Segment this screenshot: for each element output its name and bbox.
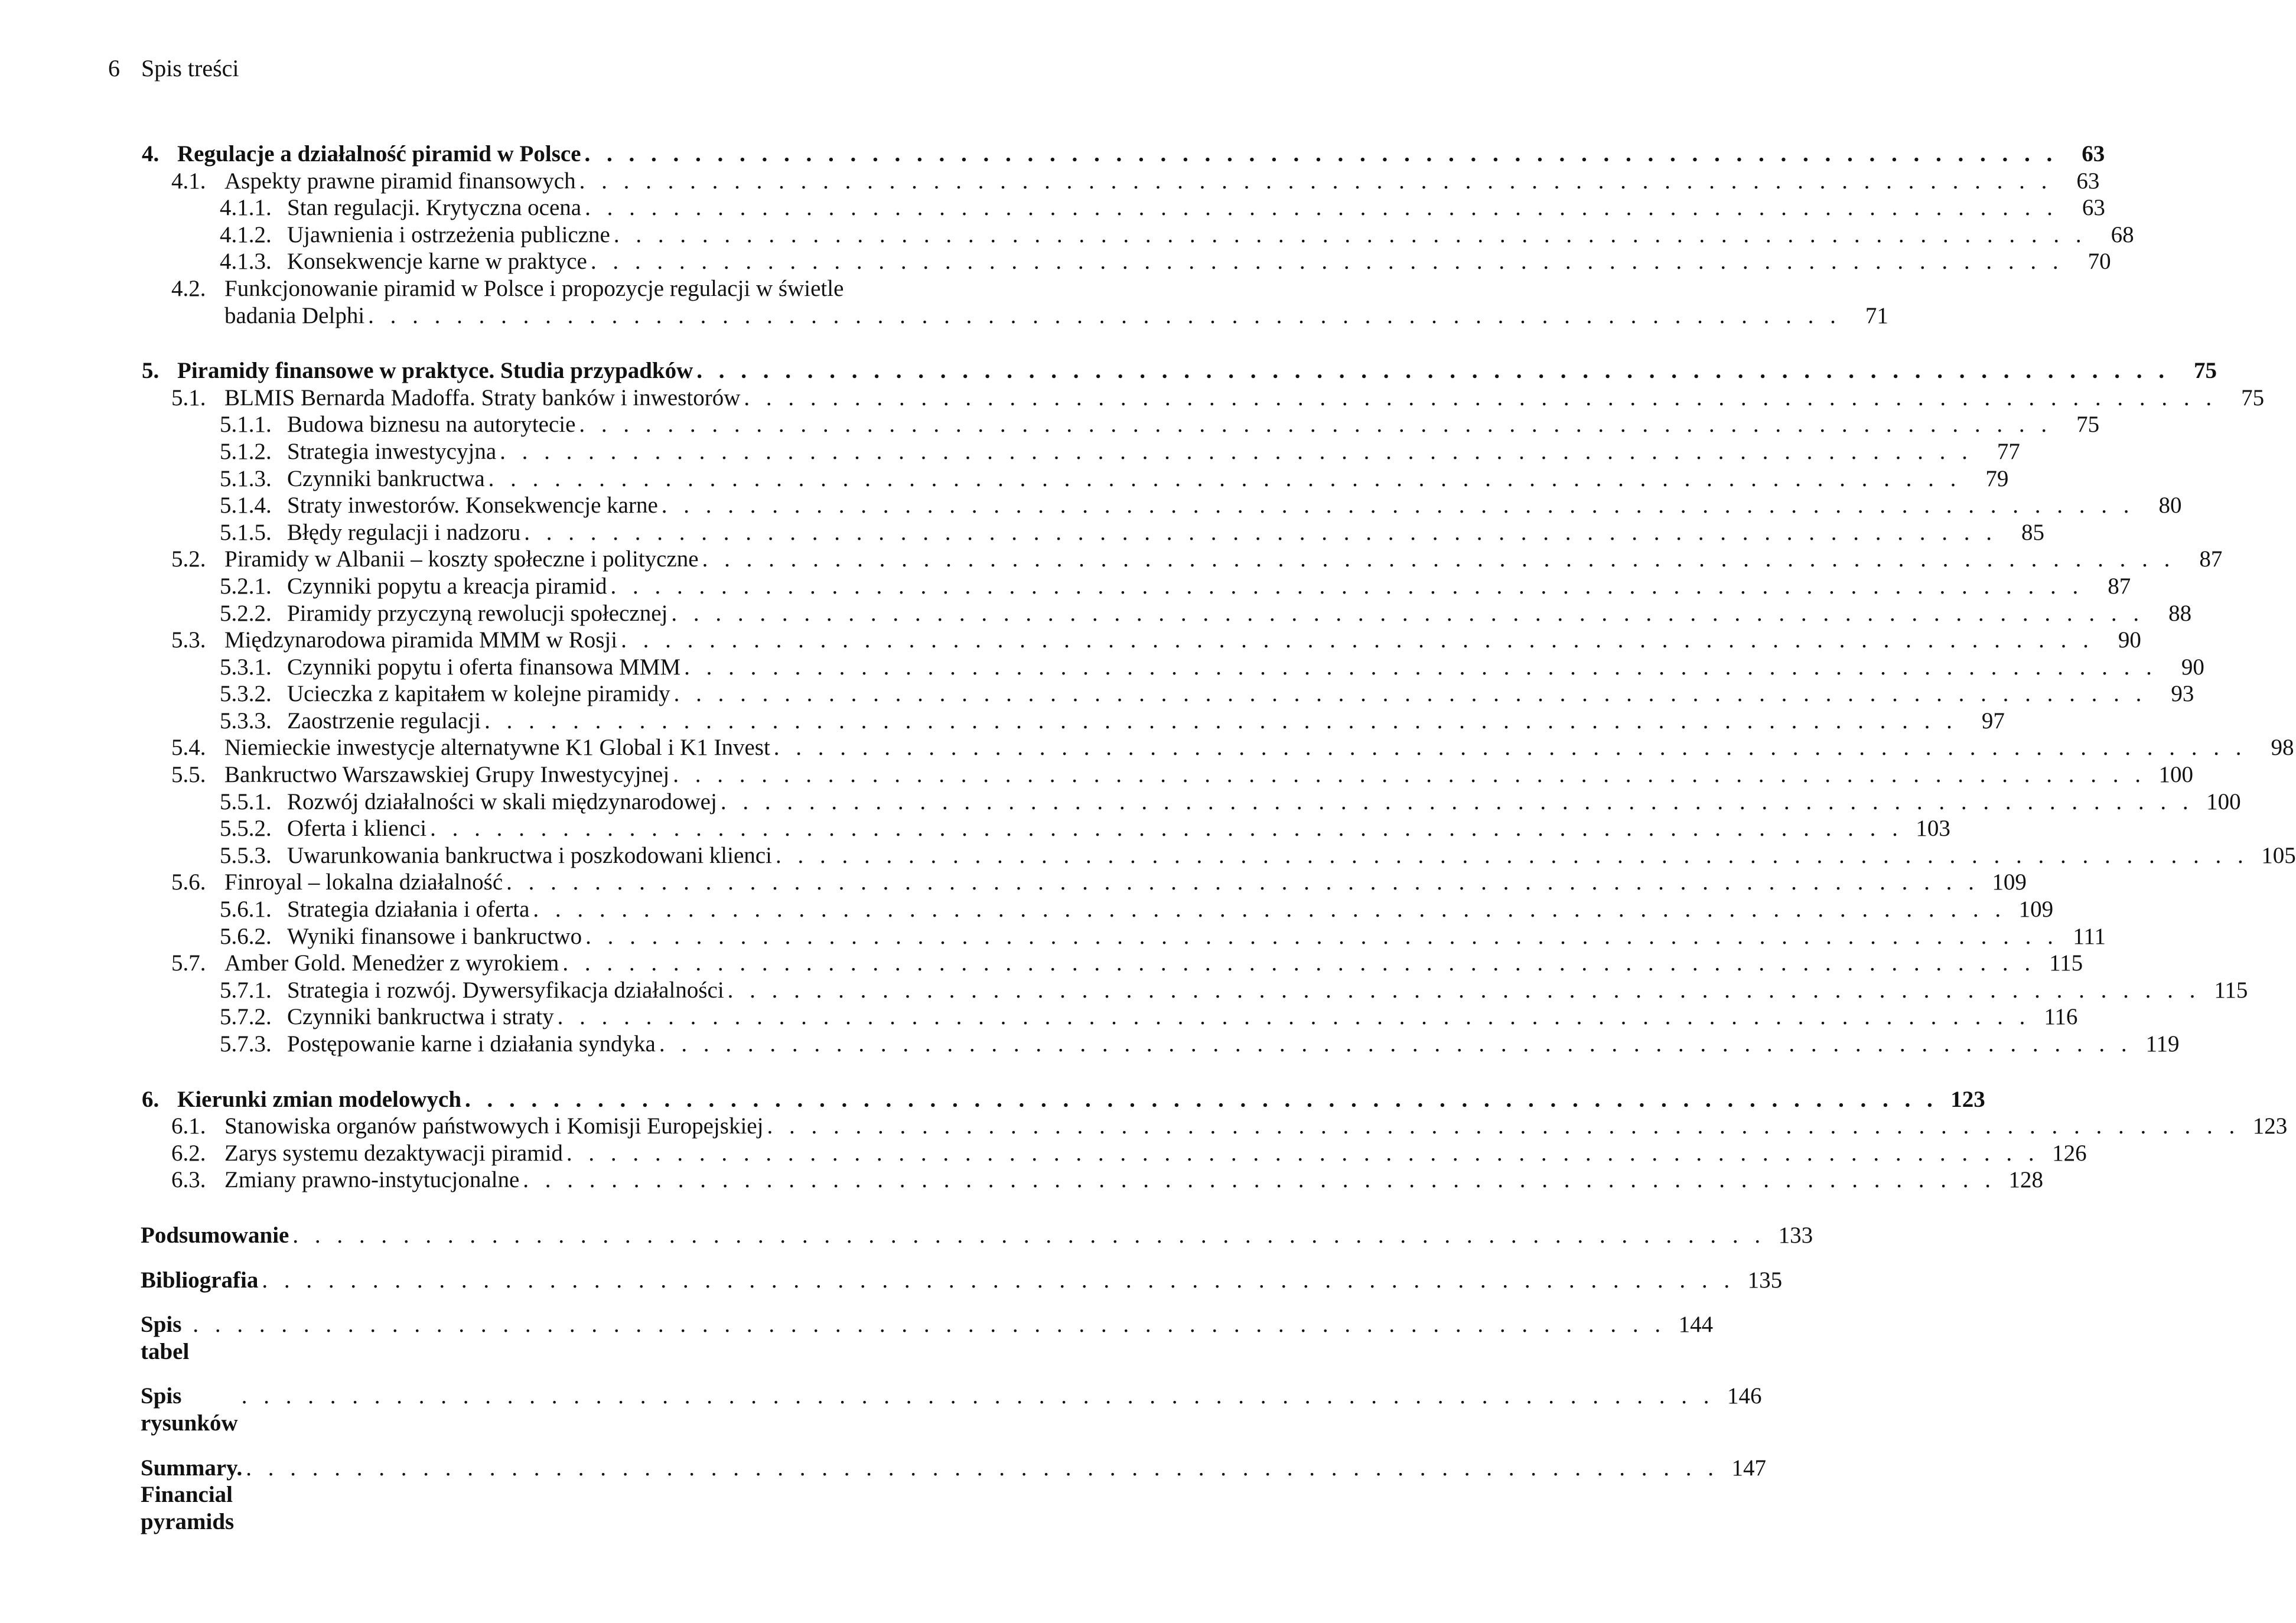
extra-spacer	[142, 1293, 992, 1311]
entry-page: 75	[2241, 384, 2265, 410]
entry-page: 75	[2076, 412, 2100, 438]
table-of-contents	[141, 141, 2296, 1535]
entry-title: Konsekwencje karne w praktyce	[287, 249, 587, 275]
entry-number: 5.3.3.	[220, 708, 272, 734]
entry-title: Czynniki bankructwa	[287, 465, 485, 491]
entry-number: 5.1.1.	[220, 412, 272, 438]
entry-title: Rozwój działalności w skali międzynarodowej	[287, 788, 717, 814]
entry-number: 5.1.3.	[220, 465, 272, 491]
entry-page: 105	[2261, 842, 2296, 868]
entry-title: Summary. Financial pyramids	[141, 1455, 243, 1534]
toc-section[interactable]	[142, 1113, 2288, 1140]
entry-title: Strategia działania i oferta	[287, 897, 530, 923]
dot-leader: . . . . . . . . . . . . . . . . . . . . . . . . . . . . . . . . . . . . . . . . . . . . . . . . . . . . . . . . . . . . . . . . . . .	[671, 600, 2145, 626]
entry-page: 87	[2199, 546, 2223, 572]
entry-page: 87	[2108, 573, 2131, 599]
entry-page: 109	[2018, 897, 2054, 923]
entry-title: Międzynarodowa piramida MMM w Rosji	[224, 627, 618, 653]
toc-chapter[interactable]	[142, 141, 2105, 168]
entry-number: 5.2.1.	[220, 573, 272, 599]
dot-leader: . . . . . . . . . . . . . . . . . . . . . . . . . . . . . . . . . . . . . . . . . . . . . . . . . . . . . . . . . . . . . . . . . . .	[465, 1086, 1938, 1112]
dot-leader: . . . . . . . . . . . . . . . . . . . . . . . . . . . . . . . . . . . . . . . . . . . . . . . . . . . . . . . . . . . . . . . . . . .	[500, 438, 1973, 464]
entry-number: 5.5.	[171, 762, 206, 788]
dot-leader: . . . . . . . . . . . . . . . . . . . . . . . . . . . . . . . . . . . . . . . . . . . . . . . . . . . . . . . . . . . . . . . . . . .	[506, 869, 1979, 895]
dot-leader: . . . . . . . . . . . . . . . . . . . . . . . . . . . . . . . . . . . . . . . . . . . . . . . . . . . . . . . . . . . . . . . . . . .	[621, 627, 2094, 653]
toc-section[interactable]	[142, 734, 2294, 761]
entry-number: 5.7.	[171, 950, 206, 976]
entry-number: 5.7.2.	[220, 1004, 272, 1030]
dot-leader: . . . . . . . . . . . . . . . . . . . . . . . . . . . . . . . . . . . . . . . . . . . . . . . . . . . . . . . . . . . . . . . . . . .	[661, 493, 2135, 519]
entry-page: 123	[2252, 1113, 2288, 1139]
dot-leader: . . . . . . . . . . . . . . . . . . . . . . . . . . . . . . . . . . . . . . . . . . . . . . . . . . . . . . . . . . . . . . . . . . .	[613, 221, 2087, 247]
entry-title: Strategia i rozwój. Dywersyfikacja działalności	[287, 977, 724, 1003]
entry-title: Finroyal – lokalna działalność	[224, 869, 503, 895]
dot-leader: . . . . . . . . . . . . . . . . . . . . . . . . . . . . . . . . . . . . . . . . . . . . . . . . . . . . . . . . . . . . . . . . . . .	[744, 384, 2217, 410]
toc-subsection[interactable]	[142, 788, 2241, 816]
entry-title: Zarys systemu dezaktywacji piramid	[224, 1140, 563, 1166]
dot-leader: . . . . . . . . . . . . . . . . . . . . . . . . . . . . . . . . . . . . . . . . . . . . . . . . . . . . . . . . . . . . . . . . . . .	[566, 1140, 2040, 1166]
entry-title: Piramidy finansowe w praktyce. Studia przypadków	[177, 358, 693, 384]
extra-spacer	[142, 1194, 992, 1222]
entry-page: 109	[1992, 869, 2027, 895]
dot-leader: . . . . . . . . . . . . . . . . . . . . . . . . . . . . . . . . . . . . . . . . . . . . . . . . . . . . . . . . . . . . . . . . . . .	[484, 708, 1958, 734]
extra-spacer	[142, 1437, 992, 1455]
entry-page: 90	[2118, 627, 2141, 653]
dot-leader: . . . . . . . . . . . . . . . . . . . . . . . . . . . . . . . . . . . . . . . . . . . . . . . . . . . . . . . . . . . . . . . . . . .	[579, 412, 2053, 438]
entry-number: 5.7.3.	[220, 1031, 272, 1057]
header-page-number: 6	[108, 55, 120, 82]
toc-chapter[interactable]	[142, 1086, 1985, 1113]
dot-leader: . . . . . . . . . . . . . . . . . . . . . . . . . . . . . . . . . . . . . . . . . . . . . . . . . . . . . . . . . . . . . . . . . . .	[673, 681, 2147, 707]
entry-number: 4.1.3.	[220, 249, 272, 275]
entry-number: 4.1.	[171, 168, 206, 194]
entry-number: 5.6.1.	[220, 897, 272, 923]
entry-title: Czynniki popytu i oferta finansowa MMM	[287, 654, 681, 680]
header-title: Spis treści	[141, 55, 239, 82]
dot-leader: . . . . . . . . . . . . . . . . . . . . . . . . . . . . . . . . . . . . . . . . . . . . . . . . . . . . . . . . . . . . . . . . . . .	[262, 1267, 1735, 1293]
toc-section-continuation[interactable]	[142, 302, 1888, 330]
dot-leader: . . . . . . . . . . . . . . . . . . . . . . . . . . . . . . . . . . . . . . . . . . . . . . . . . . . . . . . . . . . . . . . . . . .	[684, 654, 2157, 680]
chapter-spacer	[142, 1058, 992, 1086]
dot-leader: . . . . . . . . . . . . . . . . . . . . . . . . . . . . . . . . . . . . . . . . . . . . . . . . . . . . . . . . . . . . . . . . . . .	[562, 950, 2036, 976]
entry-page: 100	[2206, 788, 2241, 814]
entry-title: Piramidy przyczyną rewolucji społecznej	[287, 600, 668, 626]
entry-title: Kierunki zmian modelowych	[177, 1086, 462, 1112]
entry-number: 5.2.2.	[220, 600, 272, 626]
entry-page: 75	[2193, 358, 2217, 384]
toc-extra-entry[interactable]	[141, 1267, 1783, 1294]
dot-leader: . . . . . . . . . . . . . . . . . . . . . . . . . . . . . . . . . . . . . . . . . . . . . . . . . . . . . . . . . . . . . . . . . . .	[533, 897, 2007, 923]
dot-leader: . . . . . . . . . . . . . . . . . . . . . . . . . . . . . . . . . . . . . . . . . . . . . . . . . . . . . . . . . . . . . . . . . . .	[585, 195, 2058, 221]
dot-leader: . . . . . . . . . . . . . . . . . . . . . . . . . . . . . . . . . . . . . . . . . . . . . . . . . . . . . . . . . . . . . . . . . . .	[720, 788, 2194, 814]
entry-number: 5.1.5.	[220, 519, 272, 545]
entry-page: 63	[2076, 168, 2100, 194]
toc-section[interactable]	[142, 275, 992, 302]
dot-leader: . . . . . . . . . . . . . . . . . . . . . . . . . . . . . . . . . . . . . . . . . . . . . . . . . . . . . . . . . . . . . . . . . . .	[430, 816, 1903, 842]
entry-title: Stanowiska organów państwowych i Komisji Europejskiej	[224, 1113, 764, 1139]
entry-page: 79	[1985, 465, 2009, 491]
toc-section[interactable]	[142, 869, 2027, 896]
entry-title: Spis rysunków	[141, 1383, 238, 1436]
toc-subsection[interactable]	[142, 1003, 2078, 1031]
toc-subsection[interactable]	[142, 411, 2100, 438]
entry-page: 70	[2087, 249, 2111, 275]
toc-subsection[interactable]	[142, 573, 2131, 600]
entry-number: 5.6.2.	[220, 923, 272, 949]
dot-leader: . . . . . . . . . . . . . . . . . . . . . . . . . . . . . . . . . . . . . . . . . . . . . . . . . . . . . . . . . . . . . . . . . . .	[590, 249, 2064, 275]
entry-number: 5.5.2.	[220, 816, 272, 842]
entry-number: 6.1.	[171, 1113, 206, 1139]
toc-section[interactable]	[142, 1166, 2044, 1194]
entry-page: 88	[2168, 600, 2192, 626]
entry-title: Zmiany prawno-instytucjonalne	[224, 1167, 520, 1193]
dot-leader: . . . . . . . . . . . . . . . . . . . . . . . . . . . . . . . . . . . . . . . . . . . . . . . . . . . . . . . . . . . . . . . . . . .	[488, 465, 1962, 491]
entry-number: 4.1.1.	[220, 195, 272, 221]
entry-number: 5.5.1.	[220, 788, 272, 814]
extra-spacer	[142, 1365, 992, 1383]
entry-page: 111	[2073, 923, 2106, 949]
entry-page: 115	[2214, 977, 2248, 1003]
entry-number: 5.1.2.	[220, 438, 272, 464]
toc-subsection[interactable]	[142, 923, 2106, 950]
entry-title: Bibliografia	[141, 1267, 259, 1293]
entry-title: Budowa biznesu na autorytecie	[287, 412, 576, 438]
entry-title: Uwarunkowania bankructwa i poszkodowani klienci	[287, 842, 772, 868]
entry-title: Strategia inwestycyjna	[287, 438, 497, 464]
entry-page: 116	[2044, 1004, 2078, 1030]
toc-extra-entry[interactable]	[141, 1311, 1714, 1365]
entry-title: Wyniki finansowe i bankructwo	[287, 923, 582, 949]
entry-page: 77	[1997, 438, 2020, 464]
entry-number: 5.2.	[171, 546, 206, 572]
dot-leader: . . . . . . . . . . . . . . . . . . . . . . . . . . . . . . . . . . . . . . . . . . . . . . . . . . . . . . . . . . . . . . . . . . .	[585, 923, 2059, 949]
entry-title: Stan regulacji. Krytyczna ocena	[287, 195, 582, 221]
dot-leader: . . . . . . . . . . . . . . . . . . . . . . . . . . . . . . . . . . . . . . . . . . . . . . . . . . . . . . . . . . . . . . . . . . .	[610, 573, 2084, 599]
entry-title: Zaostrzenie regulacji	[287, 708, 481, 734]
toc-section[interactable]	[142, 168, 2100, 195]
toc-section[interactable]	[142, 950, 2083, 977]
entry-title: Ujawnienia i ostrzeżenia publiczne	[287, 221, 610, 247]
entry-page: 123	[1950, 1086, 1985, 1112]
dot-leader: . . . . . . . . . . . . . . . . . . . . . . . . . . . . . . . . . . . . . . . . . . . . . . . . . . . . . . . . . . . . . . . . . . .	[727, 977, 2201, 1003]
toc-chapter[interactable]	[142, 357, 2217, 384]
toc-subsection[interactable]	[142, 492, 2182, 519]
entry-title: Oferta i klienci	[287, 816, 427, 842]
entry-title: Czynniki bankructwa i straty	[287, 1004, 554, 1030]
entry-page: 128	[2008, 1167, 2044, 1193]
dot-leader: . . . . . . . . . . . . . . . . . . . . . . . . . . . . . . . . . . . . . . . . . . . . . . . . . . . . . . . . . . . . . . . . . . .	[773, 735, 2247, 761]
toc-subsection[interactable]	[142, 842, 2296, 869]
toc-subsection[interactable]	[142, 221, 2134, 249]
dot-leader: . . . . . . . . . . . . . . . . . . . . . . . . . . . . . . . . . . . . . . . . . . . . . . . . . . . . . . . . . . . . . . . . . . .	[193, 1312, 1666, 1338]
entry-number: 6.3.	[171, 1167, 206, 1193]
entry-number: 5.5.3.	[220, 842, 272, 868]
dot-leader: . . . . . . . . . . . . . . . . . . . . . . . . . . . . . . . . . . . . . . . . . . . . . . . . . . . . . . . . . . . . . . . . . . .	[702, 546, 2175, 572]
dot-leader: . . . . . . . . . . . . . . . . . . . . . . . . . . . . . . . . . . . . . . . . . . . . . . . . . . . . . . . . . . . . . . . . . . .	[767, 1113, 2240, 1139]
toc-extra-entry[interactable]	[141, 1455, 1767, 1536]
entry-number: 5.3.	[171, 627, 206, 653]
toc-subsection[interactable]	[142, 896, 2054, 923]
entry-title: Aspekty prawne piramid finansowych	[224, 168, 576, 194]
entry-number: 5.3.1.	[220, 654, 272, 680]
entry-number: 5.3.2.	[220, 681, 272, 707]
entry-title: Niemieckie inwestycje alternatywne K1 Global i K1 Invest	[224, 735, 770, 761]
entry-number: 6.	[142, 1086, 159, 1112]
entry-page: 71	[1865, 302, 1888, 328]
entry-page: 126	[2052, 1140, 2087, 1166]
toc-section[interactable]	[142, 546, 2223, 573]
toc-extra-entry[interactable]	[141, 1222, 1813, 1249]
toc-subsection[interactable]	[142, 1031, 2180, 1058]
entry-page: 100	[2158, 762, 2193, 788]
entry-title: BLMIS Bernarda Madoffa. Straty banków i inwestorów	[224, 384, 741, 410]
entry-number: 4.	[142, 141, 159, 167]
entry-title-continued: badania Delphi	[224, 302, 365, 328]
dot-leader: . . . . . . . . . . . . . . . . . . . . . . . . . . . . . . . . . . . . . . . . . . . . . . . . . . . . . . . . . . . . . . . . . . .	[241, 1383, 1715, 1409]
entry-number: 5.1.4.	[220, 493, 272, 519]
entry-page: 97	[1981, 708, 2005, 734]
toc-subsection[interactable]	[142, 680, 2194, 708]
entry-page: 93	[2171, 681, 2194, 707]
entry-title: Ucieczka z kapitałem w kolejne piramidy	[287, 681, 670, 707]
toc-subsection[interactable]	[142, 977, 2248, 1004]
entry-page: 63	[2082, 141, 2105, 167]
toc-section[interactable]	[142, 384, 2265, 412]
dot-leader: . . . . . . . . . . . . . . . . . . . . . . . . . . . . . . . . . . . . . . . . . . . . . . . . . . . . . . . . . . . . . . . . . . .	[557, 1004, 2031, 1030]
entry-title: Amber Gold. Menedżer z wyrokiem	[224, 950, 559, 976]
toc-subsection[interactable]	[142, 519, 2045, 546]
entry-page: 146	[1727, 1383, 1762, 1409]
toc-subsection[interactable]	[142, 600, 2192, 627]
toc-extra-entry[interactable]	[141, 1383, 1762, 1436]
entry-page: 119	[2145, 1031, 2180, 1057]
entry-title: Straty inwestorów. Konsekwencje karne	[287, 493, 658, 519]
entry-page: 135	[1747, 1267, 1783, 1293]
entry-title: Bankructwo Warszawskiej Grupy Inwestycyjnej	[224, 762, 670, 788]
entry-number: 4.2.	[171, 275, 206, 301]
dot-leader: . . . . . . . . . . . . . . . . . . . . . . . . . . . . . . . . . . . . . . . . . . . . . . . . . . . . . . . . . . . . . . . . . . .	[292, 1222, 1766, 1248]
entry-title: Piramidy w Albanii – koszty społeczne i polityczne	[224, 546, 699, 572]
toc-subsection[interactable]	[142, 194, 2105, 221]
toc-subsection[interactable]	[142, 708, 2005, 735]
chapter-spacer	[142, 329, 992, 357]
dot-leader: . . . . . . . . . . . . . . . . . . . . . . . . . . . . . . . . . . . . . . . . . . . . . . . . . . . . . . . . . . . . . . . . . . .	[368, 302, 1841, 328]
entry-title: Funkcjonowanie piramid w Polsce i propozycje regulacji w świetle	[224, 275, 844, 301]
extra-spacer	[142, 1249, 992, 1267]
entry-number: 6.2.	[171, 1140, 206, 1166]
dot-leader: . . . . . . . . . . . . . . . . . . . . . . . . . . . . . . . . . . . . . . . . . . . . . . . . . . . . . . . . . . . . . . . . . . .	[523, 1167, 1997, 1193]
entry-page: 90	[2181, 654, 2204, 680]
dot-leader: . . . . . . . . . . . . . . . . . . . . . . . . . . . . . . . . . . . . . . . . . . . . . . . . . . . . . . . . . . . . . . . . . . .	[579, 168, 2053, 194]
entry-page: 144	[1678, 1312, 1714, 1338]
entry-page: 103	[1916, 816, 1950, 842]
running-header	[108, 54, 239, 82]
entry-number: 5.4.	[171, 735, 206, 761]
dot-leader: . . . . . . . . . . . . . . . . . . . . . . . . . . . . . . . . . . . . . . . . . . . . . . . . . . . . . . . . . . . . . . . . . . .	[673, 762, 2146, 788]
entry-page: 147	[1731, 1455, 1767, 1481]
entry-title: Spis tabel	[141, 1312, 190, 1364]
toc-section[interactable]	[142, 627, 2141, 654]
entry-page: 63	[2082, 195, 2105, 221]
entry-number: 5.	[142, 358, 159, 384]
entry-page: 115	[2049, 950, 2083, 976]
entry-page: 133	[1778, 1222, 1813, 1248]
entry-page: 85	[2021, 519, 2045, 545]
dot-leader: . . . . . . . . . . . . . . . . . . . . . . . . . . . . . . . . . . . . . . . . . . . . . . . . . . . . . . . . . . . . . . . . . . .	[696, 358, 2170, 384]
toc-subsection[interactable]	[142, 654, 2204, 681]
toc-subsection[interactable]	[142, 465, 2009, 493]
dot-leader: . . . . . . . . . . . . . . . . . . . . . . . . . . . . . . . . . . . . . . . . . . . . . . . . . . . . . . . . . . . . . . . . . . .	[659, 1031, 2132, 1057]
dot-leader: . . . . . . . . . . . . . . . . . . . . . . . . . . . . . . . . . . . . . . . . . . . . . . . . . . . . . . . . . . . . . . . . . . .	[246, 1455, 1719, 1481]
entry-page: 98	[2271, 735, 2294, 761]
entry-title: Postępowanie karne i działania syndyka	[287, 1031, 656, 1057]
dot-leader: . . . . . . . . . . . . . . . . . . . . . . . . . . . . . . . . . . . . . . . . . . . . . . . . . . . . . . . . . . . . . . . . . . .	[524, 519, 1998, 545]
dot-leader: . . . . . . . . . . . . . . . . . . . . . . . . . . . . . . . . . . . . . . . . . . . . . . . . . . . . . . . . . . . . . . . . . . .	[775, 842, 2249, 868]
toc-subsection[interactable]	[142, 438, 2020, 465]
toc-section[interactable]	[142, 1140, 2087, 1167]
entry-number: 5.1.	[171, 384, 206, 410]
entry-title: Podsumowanie	[141, 1222, 289, 1248]
entry-number: 5.6.	[171, 869, 206, 895]
entry-page: 80	[2158, 493, 2182, 519]
dot-leader: . . . . . . . . . . . . . . . . . . . . . . . . . . . . . . . . . . . . . . . . . . . . . . . . . . . . . . . . . . . . . . . . . . .	[584, 141, 2058, 167]
entry-title: Regulacje a działalność piramid w Polsce	[177, 141, 581, 167]
entry-number: 5.7.1.	[220, 977, 272, 1003]
entry-page: 68	[2111, 221, 2134, 247]
entry-title: Czynniki popytu a kreacja piramid	[287, 573, 607, 599]
entry-number: 4.1.2.	[220, 221, 272, 247]
toc-subsection[interactable]	[142, 815, 1950, 842]
toc-section[interactable]	[142, 761, 2193, 788]
entry-title: Błędy regulacji i nadzoru	[287, 519, 521, 545]
toc-subsection[interactable]	[142, 248, 2111, 275]
